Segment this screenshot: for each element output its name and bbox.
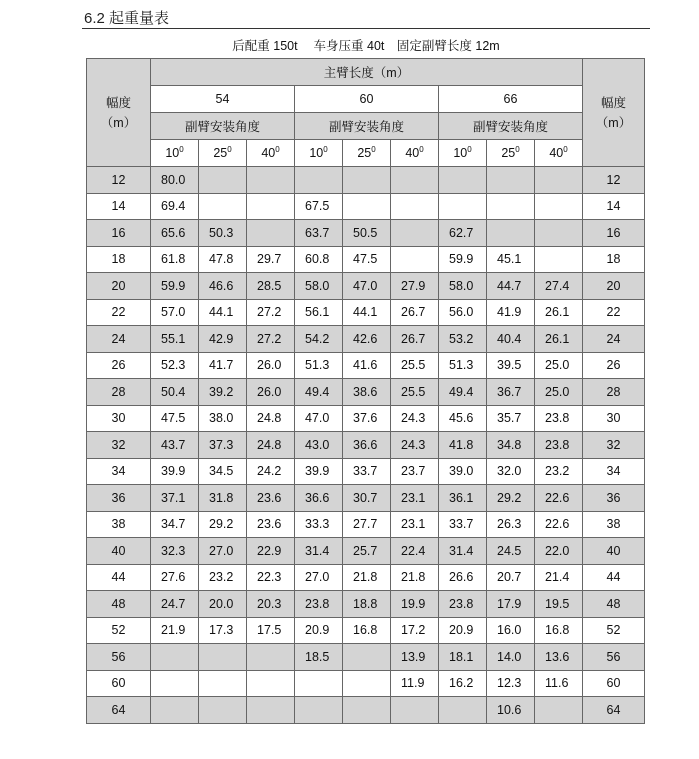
capacity-cell: 19.5 xyxy=(535,591,583,618)
boom-length-60: 60 xyxy=(295,86,439,113)
capacity-cell: 50.4 xyxy=(151,379,199,406)
main-boom-length-header: 主臂长度（m） xyxy=(151,59,583,86)
capacity-cell xyxy=(439,193,487,220)
capacity-cell xyxy=(295,167,343,194)
radius-cell: 34 xyxy=(87,458,151,485)
radius-unit: （m） xyxy=(100,115,137,130)
capacity-cell: 41.7 xyxy=(199,352,247,379)
capacity-cell: 39.2 xyxy=(199,379,247,406)
capacity-cell xyxy=(199,670,247,697)
capacity-cell: 24.7 xyxy=(151,591,199,618)
capacity-cell: 31.4 xyxy=(295,538,343,565)
radius-cell: 32 xyxy=(87,432,151,459)
angle-value: 25 xyxy=(213,146,228,161)
capacity-cell: 25.7 xyxy=(343,538,391,565)
capacity-cell: 20.9 xyxy=(295,617,343,644)
table-row xyxy=(87,273,645,300)
capacity-cell xyxy=(247,644,295,671)
radius-cell: 28 xyxy=(583,379,645,406)
capacity-cell: 11.6 xyxy=(535,670,583,697)
capacity-cell: 23.2 xyxy=(535,458,583,485)
radius-cell: 38 xyxy=(87,511,151,538)
capacity-cell xyxy=(151,670,199,697)
capacity-cell: 16.2 xyxy=(439,670,487,697)
angle-degree-mark: 0 xyxy=(467,145,472,155)
radius-cell: 56 xyxy=(87,644,151,671)
radius-cell: 20 xyxy=(583,273,645,300)
capacity-cell: 27.0 xyxy=(295,564,343,591)
radius-cell: 38 xyxy=(583,511,645,538)
capacity-cell: 23.7 xyxy=(391,458,439,485)
radius-cell: 64 xyxy=(583,697,645,724)
radius-cell: 20 xyxy=(87,273,151,300)
capacity-cell xyxy=(343,167,391,194)
boom-length-54: 54 xyxy=(151,86,295,113)
capacity-cell: 16.8 xyxy=(343,617,391,644)
capacity-cell: 12.3 xyxy=(487,670,535,697)
capacity-cell: 34.5 xyxy=(199,458,247,485)
radius-label: 幅度 xyxy=(600,95,626,110)
radius-cell: 48 xyxy=(583,591,645,618)
capacity-cell: 23.6 xyxy=(247,511,295,538)
capacity-cell: 27.6 xyxy=(151,564,199,591)
table-row xyxy=(87,220,645,247)
radius-cell: 18 xyxy=(87,246,151,273)
capacity-cell: 27.2 xyxy=(247,299,295,326)
boom-length-66: 66 xyxy=(439,86,583,113)
capacity-cell: 56.0 xyxy=(439,299,487,326)
table-row xyxy=(87,167,645,194)
capacity-cell: 46.6 xyxy=(199,273,247,300)
angle-value: 10 xyxy=(309,146,324,161)
capacity-cell: 16.0 xyxy=(487,617,535,644)
capacity-cell: 20.0 xyxy=(199,591,247,618)
capacity-cell: 38.0 xyxy=(199,405,247,432)
capacity-cell: 50.3 xyxy=(199,220,247,247)
table-row xyxy=(87,538,645,565)
capacity-cell: 27.0 xyxy=(199,538,247,565)
capacity-cell: 35.7 xyxy=(487,405,535,432)
capacity-cell: 41.6 xyxy=(343,352,391,379)
angle-value: 40 xyxy=(549,146,564,161)
capacity-cell xyxy=(199,193,247,220)
radius-cell: 12 xyxy=(583,167,645,194)
radius-cell: 52 xyxy=(87,617,151,644)
jib-angle-40 xyxy=(391,140,439,167)
capacity-cell: 47.0 xyxy=(343,273,391,300)
table-row xyxy=(87,644,645,671)
angle-degree-mark: 0 xyxy=(419,145,424,155)
capacity-cell: 29.2 xyxy=(487,485,535,512)
capacity-cell xyxy=(487,220,535,247)
radius-cell: 30 xyxy=(583,405,645,432)
capacity-cell: 18.1 xyxy=(439,644,487,671)
radius-cell: 26 xyxy=(583,352,645,379)
capacity-cell: 27.7 xyxy=(343,511,391,538)
radius-cell: 64 xyxy=(87,697,151,724)
capacity-cell: 25.5 xyxy=(391,379,439,406)
capacity-cell: 24.3 xyxy=(391,432,439,459)
capacity-cell: 21.8 xyxy=(391,564,439,591)
angle-degree-mark: 0 xyxy=(275,145,280,155)
jib-angle-10 xyxy=(151,140,199,167)
angle-degree-mark: 0 xyxy=(323,145,328,155)
capacity-cell xyxy=(151,697,199,724)
capacity-cell: 23.8 xyxy=(295,591,343,618)
capacity-cell: 39.5 xyxy=(487,352,535,379)
jib-angle-40 xyxy=(535,140,583,167)
capacity-cell: 37.6 xyxy=(343,405,391,432)
capacity-cell: 32.3 xyxy=(151,538,199,565)
capacity-cell: 45.1 xyxy=(487,246,535,273)
capacity-cell: 44.1 xyxy=(199,299,247,326)
jib-angle-10 xyxy=(295,140,343,167)
capacity-cell: 10.6 xyxy=(487,697,535,724)
capacity-cell xyxy=(199,167,247,194)
capacity-cell: 21.8 xyxy=(343,564,391,591)
capacity-cell xyxy=(391,697,439,724)
capacity-cell: 26.7 xyxy=(391,326,439,353)
capacity-cell xyxy=(343,193,391,220)
capacity-cell: 23.1 xyxy=(391,511,439,538)
capacity-cell: 49.4 xyxy=(439,379,487,406)
capacity-cell xyxy=(247,167,295,194)
angle-value: 40 xyxy=(261,146,276,161)
capacity-cell: 39.9 xyxy=(295,458,343,485)
angle-row xyxy=(87,140,645,167)
jib-angle-header: 副臂安装角度 xyxy=(439,113,583,140)
table-row xyxy=(87,564,645,591)
capacity-cell: 26.1 xyxy=(535,299,583,326)
radius-cell: 48 xyxy=(87,591,151,618)
capacity-cell: 22.6 xyxy=(535,511,583,538)
angle-value: 25 xyxy=(501,146,516,161)
capacity-cell: 65.6 xyxy=(151,220,199,247)
jib-angle-25 xyxy=(199,140,247,167)
capacity-cell: 13.9 xyxy=(391,644,439,671)
capacity-cell: 24.2 xyxy=(247,458,295,485)
capacity-cell xyxy=(535,193,583,220)
capacity-cell xyxy=(487,193,535,220)
capacity-cell xyxy=(247,670,295,697)
capacity-cell: 25.0 xyxy=(535,379,583,406)
capacity-cell: 57.0 xyxy=(151,299,199,326)
capacity-cell xyxy=(391,167,439,194)
capacity-cell: 23.2 xyxy=(199,564,247,591)
angle-degree-mark: 0 xyxy=(179,145,184,155)
radius-cell: 56 xyxy=(583,644,645,671)
capacity-cell: 25.5 xyxy=(391,352,439,379)
capacity-cell: 33.7 xyxy=(439,511,487,538)
table-row xyxy=(87,193,645,220)
angle-value: 10 xyxy=(165,146,180,161)
table-row xyxy=(87,670,645,697)
capacity-cell: 59.9 xyxy=(439,246,487,273)
title-divider xyxy=(82,28,650,29)
capacity-cell: 14.0 xyxy=(487,644,535,671)
capacity-cell: 22.6 xyxy=(535,485,583,512)
radius-cell: 34 xyxy=(583,458,645,485)
capacity-cell: 47.8 xyxy=(199,246,247,273)
radius-cell: 24 xyxy=(87,326,151,353)
capacity-cell xyxy=(391,246,439,273)
capacity-cell xyxy=(151,644,199,671)
capacity-cell: 52.3 xyxy=(151,352,199,379)
radius-cell: 24 xyxy=(583,326,645,353)
angle-degree-mark: 0 xyxy=(563,145,568,155)
capacity-cell: 41.9 xyxy=(487,299,535,326)
capacity-cell: 21.9 xyxy=(151,617,199,644)
capacity-cell xyxy=(343,644,391,671)
capacity-cell: 39.0 xyxy=(439,458,487,485)
capacity-cell xyxy=(391,193,439,220)
capacity-cell: 34.8 xyxy=(487,432,535,459)
capacity-cell: 58.0 xyxy=(439,273,487,300)
capacity-cell: 47.5 xyxy=(151,405,199,432)
capacity-cell: 60.8 xyxy=(295,246,343,273)
capacity-cell: 27.9 xyxy=(391,273,439,300)
capacity-cell: 61.8 xyxy=(151,246,199,273)
capacity-cell xyxy=(343,697,391,724)
radius-cell: 14 xyxy=(583,193,645,220)
radius-cell: 14 xyxy=(87,193,151,220)
capacity-cell: 13.6 xyxy=(535,644,583,671)
capacity-cell xyxy=(199,644,247,671)
capacity-cell: 80.0 xyxy=(151,167,199,194)
capacity-cell xyxy=(535,697,583,724)
capacity-cell: 20.7 xyxy=(487,564,535,591)
capacity-cell xyxy=(439,697,487,724)
capacity-cell xyxy=(535,220,583,247)
radius-cell: 28 xyxy=(87,379,151,406)
radius-unit: （m） xyxy=(595,115,632,130)
angle-value: 40 xyxy=(405,146,420,161)
capacity-cell: 26.0 xyxy=(247,379,295,406)
capacity-cell: 67.5 xyxy=(295,193,343,220)
capacity-cell: 23.8 xyxy=(535,405,583,432)
capacity-cell: 17.5 xyxy=(247,617,295,644)
capacity-cell: 37.1 xyxy=(151,485,199,512)
capacity-cell: 31.8 xyxy=(199,485,247,512)
capacity-cell: 40.4 xyxy=(487,326,535,353)
capacity-cell: 44.7 xyxy=(487,273,535,300)
radius-cell: 36 xyxy=(583,485,645,512)
load-chart-table xyxy=(86,58,645,724)
capacity-cell: 29.2 xyxy=(199,511,247,538)
capacity-cell: 20.3 xyxy=(247,591,295,618)
jib-angle-25 xyxy=(343,140,391,167)
table-row xyxy=(87,511,645,538)
capacity-cell: 17.3 xyxy=(199,617,247,644)
radius-cell: 26 xyxy=(87,352,151,379)
capacity-cell: 20.9 xyxy=(439,617,487,644)
jib-angle-header: 副臂安装角度 xyxy=(151,113,295,140)
radius-cell: 16 xyxy=(87,220,151,247)
table-row xyxy=(87,379,645,406)
capacity-cell xyxy=(343,670,391,697)
capacity-cell: 36.1 xyxy=(439,485,487,512)
table-row xyxy=(87,617,645,644)
capacity-cell: 47.0 xyxy=(295,405,343,432)
radius-cell: 60 xyxy=(87,670,151,697)
capacity-cell xyxy=(535,167,583,194)
capacity-cell xyxy=(295,697,343,724)
capacity-cell xyxy=(247,193,295,220)
capacity-cell: 26.6 xyxy=(439,564,487,591)
capacity-cell: 36.6 xyxy=(343,432,391,459)
radius-cell: 22 xyxy=(87,299,151,326)
capacity-cell: 19.9 xyxy=(391,591,439,618)
radius-cell: 12 xyxy=(87,167,151,194)
capacity-cell: 21.4 xyxy=(535,564,583,591)
capacity-cell: 43.7 xyxy=(151,432,199,459)
capacity-cell: 69.4 xyxy=(151,193,199,220)
capacity-cell: 41.8 xyxy=(439,432,487,459)
capacity-cell: 28.5 xyxy=(247,273,295,300)
table-row xyxy=(87,591,645,618)
radius-label: 幅度 xyxy=(105,95,131,110)
capacity-cell: 26.0 xyxy=(247,352,295,379)
capacity-cell xyxy=(487,167,535,194)
table-body xyxy=(87,167,645,724)
capacity-cell: 26.7 xyxy=(391,299,439,326)
capacity-cell: 25.0 xyxy=(535,352,583,379)
radius-cell: 40 xyxy=(87,538,151,565)
capacity-cell: 62.7 xyxy=(439,220,487,247)
capacity-cell: 51.3 xyxy=(439,352,487,379)
capacity-cell: 49.4 xyxy=(295,379,343,406)
capacity-cell: 23.8 xyxy=(439,591,487,618)
capacity-cell xyxy=(295,670,343,697)
capacity-cell: 31.4 xyxy=(439,538,487,565)
table-row xyxy=(87,352,645,379)
radius-cell: 60 xyxy=(583,670,645,697)
table-row xyxy=(87,458,645,485)
table-row xyxy=(87,432,645,459)
capacity-cell: 37.3 xyxy=(199,432,247,459)
capacity-cell: 17.9 xyxy=(487,591,535,618)
radius-cell: 44 xyxy=(87,564,151,591)
radius-cell: 30 xyxy=(87,405,151,432)
table-row xyxy=(87,697,645,724)
capacity-cell: 55.1 xyxy=(151,326,199,353)
capacity-cell: 24.3 xyxy=(391,405,439,432)
angle-degree-mark: 0 xyxy=(227,145,232,155)
capacity-cell: 42.9 xyxy=(199,326,247,353)
capacity-cell: 36.6 xyxy=(295,485,343,512)
capacity-cell: 34.7 xyxy=(151,511,199,538)
radius-header-right xyxy=(583,59,645,167)
capacity-cell: 33.7 xyxy=(343,458,391,485)
capacity-cell: 18.8 xyxy=(343,591,391,618)
capacity-cell: 24.5 xyxy=(487,538,535,565)
table-subtitle: 后配重 150t 车身压重 40t 固定副臂长度 12m xyxy=(232,39,500,53)
capacity-cell xyxy=(535,246,583,273)
capacity-cell xyxy=(439,167,487,194)
capacity-cell: 26.1 xyxy=(535,326,583,353)
jib-angle-40 xyxy=(247,140,295,167)
radius-cell: 16 xyxy=(583,220,645,247)
capacity-cell xyxy=(247,220,295,247)
capacity-cell: 42.6 xyxy=(343,326,391,353)
capacity-cell: 23.6 xyxy=(247,485,295,512)
capacity-cell: 22.4 xyxy=(391,538,439,565)
capacity-cell: 17.2 xyxy=(391,617,439,644)
table-row xyxy=(87,246,645,273)
capacity-cell: 23.8 xyxy=(535,432,583,459)
capacity-cell: 29.7 xyxy=(247,246,295,273)
capacity-cell: 33.3 xyxy=(295,511,343,538)
angle-degree-mark: 0 xyxy=(515,145,520,155)
jib-angle-header: 副臂安装角度 xyxy=(295,113,439,140)
capacity-cell: 27.4 xyxy=(535,273,583,300)
capacity-cell: 26.3 xyxy=(487,511,535,538)
radius-cell: 32 xyxy=(583,432,645,459)
capacity-cell: 38.6 xyxy=(343,379,391,406)
capacity-cell: 27.2 xyxy=(247,326,295,353)
capacity-cell: 32.0 xyxy=(487,458,535,485)
capacity-cell: 59.9 xyxy=(151,273,199,300)
capacity-cell: 22.3 xyxy=(247,564,295,591)
section-title: 6.2 起重量表 xyxy=(84,10,170,27)
radius-cell: 52 xyxy=(583,617,645,644)
table-row xyxy=(87,405,645,432)
capacity-cell: 54.2 xyxy=(295,326,343,353)
capacity-cell: 51.3 xyxy=(295,352,343,379)
capacity-cell xyxy=(199,697,247,724)
capacity-cell: 47.5 xyxy=(343,246,391,273)
capacity-cell: 63.7 xyxy=(295,220,343,247)
capacity-cell: 24.8 xyxy=(247,432,295,459)
radius-cell: 22 xyxy=(583,299,645,326)
angle-degree-mark: 0 xyxy=(371,145,376,155)
capacity-cell: 23.1 xyxy=(391,485,439,512)
angle-value: 10 xyxy=(453,146,468,161)
capacity-cell: 36.7 xyxy=(487,379,535,406)
radius-cell: 44 xyxy=(583,564,645,591)
table-row xyxy=(87,485,645,512)
capacity-cell: 30.7 xyxy=(343,485,391,512)
capacity-cell: 11.9 xyxy=(391,670,439,697)
capacity-cell: 39.9 xyxy=(151,458,199,485)
jib-angle-10 xyxy=(439,140,487,167)
capacity-cell: 53.2 xyxy=(439,326,487,353)
radius-header-left xyxy=(87,59,151,167)
capacity-cell: 56.1 xyxy=(295,299,343,326)
radius-cell: 18 xyxy=(583,246,645,273)
capacity-cell xyxy=(247,697,295,724)
table-row xyxy=(87,326,645,353)
capacity-cell: 18.5 xyxy=(295,644,343,671)
capacity-cell: 24.8 xyxy=(247,405,295,432)
capacity-cell xyxy=(391,220,439,247)
table-row xyxy=(87,299,645,326)
capacity-cell: 43.0 xyxy=(295,432,343,459)
capacity-cell: 58.0 xyxy=(295,273,343,300)
jib-angle-25 xyxy=(487,140,535,167)
capacity-cell: 44.1 xyxy=(343,299,391,326)
capacity-cell: 45.6 xyxy=(439,405,487,432)
radius-cell: 40 xyxy=(583,538,645,565)
radius-cell: 36 xyxy=(87,485,151,512)
angle-value: 25 xyxy=(357,146,372,161)
capacity-cell: 22.0 xyxy=(535,538,583,565)
capacity-cell: 22.9 xyxy=(247,538,295,565)
capacity-cell: 50.5 xyxy=(343,220,391,247)
capacity-cell: 16.8 xyxy=(535,617,583,644)
